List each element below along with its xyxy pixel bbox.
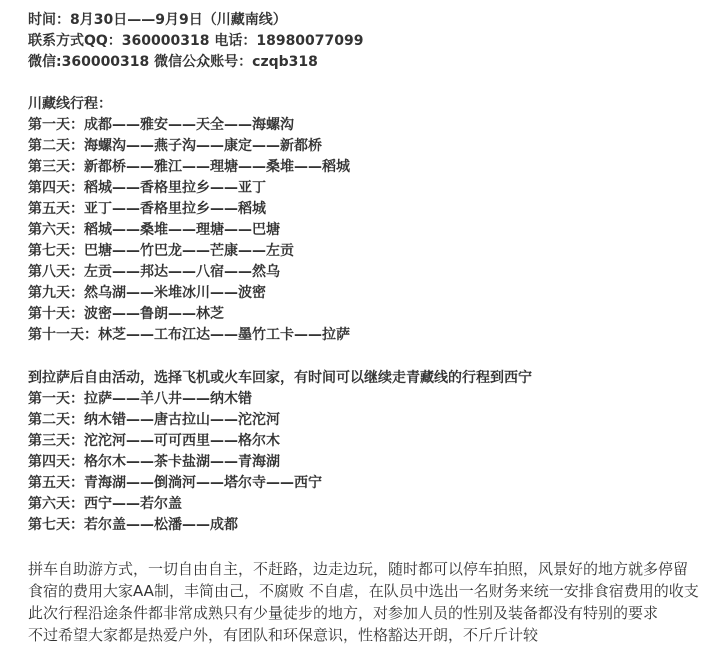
day-item: 第四天：稻城——香格里拉乡——亚丁 <box>28 180 266 196</box>
section-title: 川藏线行程： <box>28 96 112 112</box>
day-item: 第五天：青海湖——倒淌河——塔尔寺——西宁 <box>28 475 322 491</box>
day-item: 第三天：沱沱河——可可西里——格尔木 <box>28 433 280 449</box>
day-item: 第一天：成都——雅安——天全——海螺沟 <box>28 117 294 133</box>
day-item: 第六天：西宁——若尔盖 <box>28 496 182 512</box>
day-item: 第十天：波密——鲁朗——林芝 <box>28 306 224 322</box>
contact-info: 联系方式QQ：360000318 电话：18980077099 <box>28 33 364 49</box>
itinerary-document <box>28 10 718 646</box>
day-item: 第七天：巴塘——竹巴龙——芒康——左贡 <box>28 243 294 259</box>
note-line: 食宿的费用大家AA制，丰简由己，不腐败 不自虐，在队员中选出一名财务来统一安排食宿费用的收支 <box>28 582 699 600</box>
note-line: 不过希望大家都是热爱户外，有团队和环保意识，性格豁达开朗，不斤斤计较 <box>28 626 539 644</box>
trip-time: 时间：8月30日——9月9日（川藏南线） <box>28 12 287 28</box>
section-intro: 到拉萨后自由活动，选择飞机或火车回家，有时间可以继续走青藏线的行程到西宁 <box>28 370 532 386</box>
day-item: 第三天：新都桥——雅江——理塘——桑堆——稻城 <box>28 159 350 175</box>
qinghai-tibet-section <box>28 368 718 536</box>
trip-header <box>28 10 718 73</box>
day-item: 第十一天：林芝——工布江达——墨竹工卡——拉萨 <box>28 327 350 343</box>
note-line: 拼车自助游方式，一切自由自主，不赶路，边走边玩，随时都可以停车拍照，风景好的地方就多停留 <box>28 560 689 578</box>
wechat-info: 微信:360000318 微信公众账号：czqb318 <box>28 54 318 70</box>
day-item: 第四天：格尔木——茶卡盐湖——青海湖 <box>28 454 280 470</box>
day-item: 第二天：海螺沟——燕子沟——康定——新都桥 <box>28 138 322 154</box>
day-item: 第八天：左贡——邦达——八宿——然乌 <box>28 264 280 280</box>
travel-notes <box>28 558 718 646</box>
day-item: 第六天：稻城——桑堆——理塘——巴塘 <box>28 222 280 238</box>
day-item: 第五天：亚丁——香格里拉乡——稻城 <box>28 201 266 217</box>
day-item: 第七天：若尔盖——松潘——成都 <box>28 517 238 533</box>
day-item: 第二天：纳木错——唐古拉山——沱沱河 <box>28 412 280 428</box>
sichuan-tibet-section <box>28 94 718 346</box>
day-item: 第九天：然乌湖——米堆冰川——波密 <box>28 285 266 301</box>
day-item: 第一天：拉萨——羊八井——纳木错 <box>28 391 252 407</box>
note-line: 此次行程沿途条件都非常成熟只有少量徒步的地方，对参加人员的性别及装备都没有特别的要求 <box>28 604 659 622</box>
